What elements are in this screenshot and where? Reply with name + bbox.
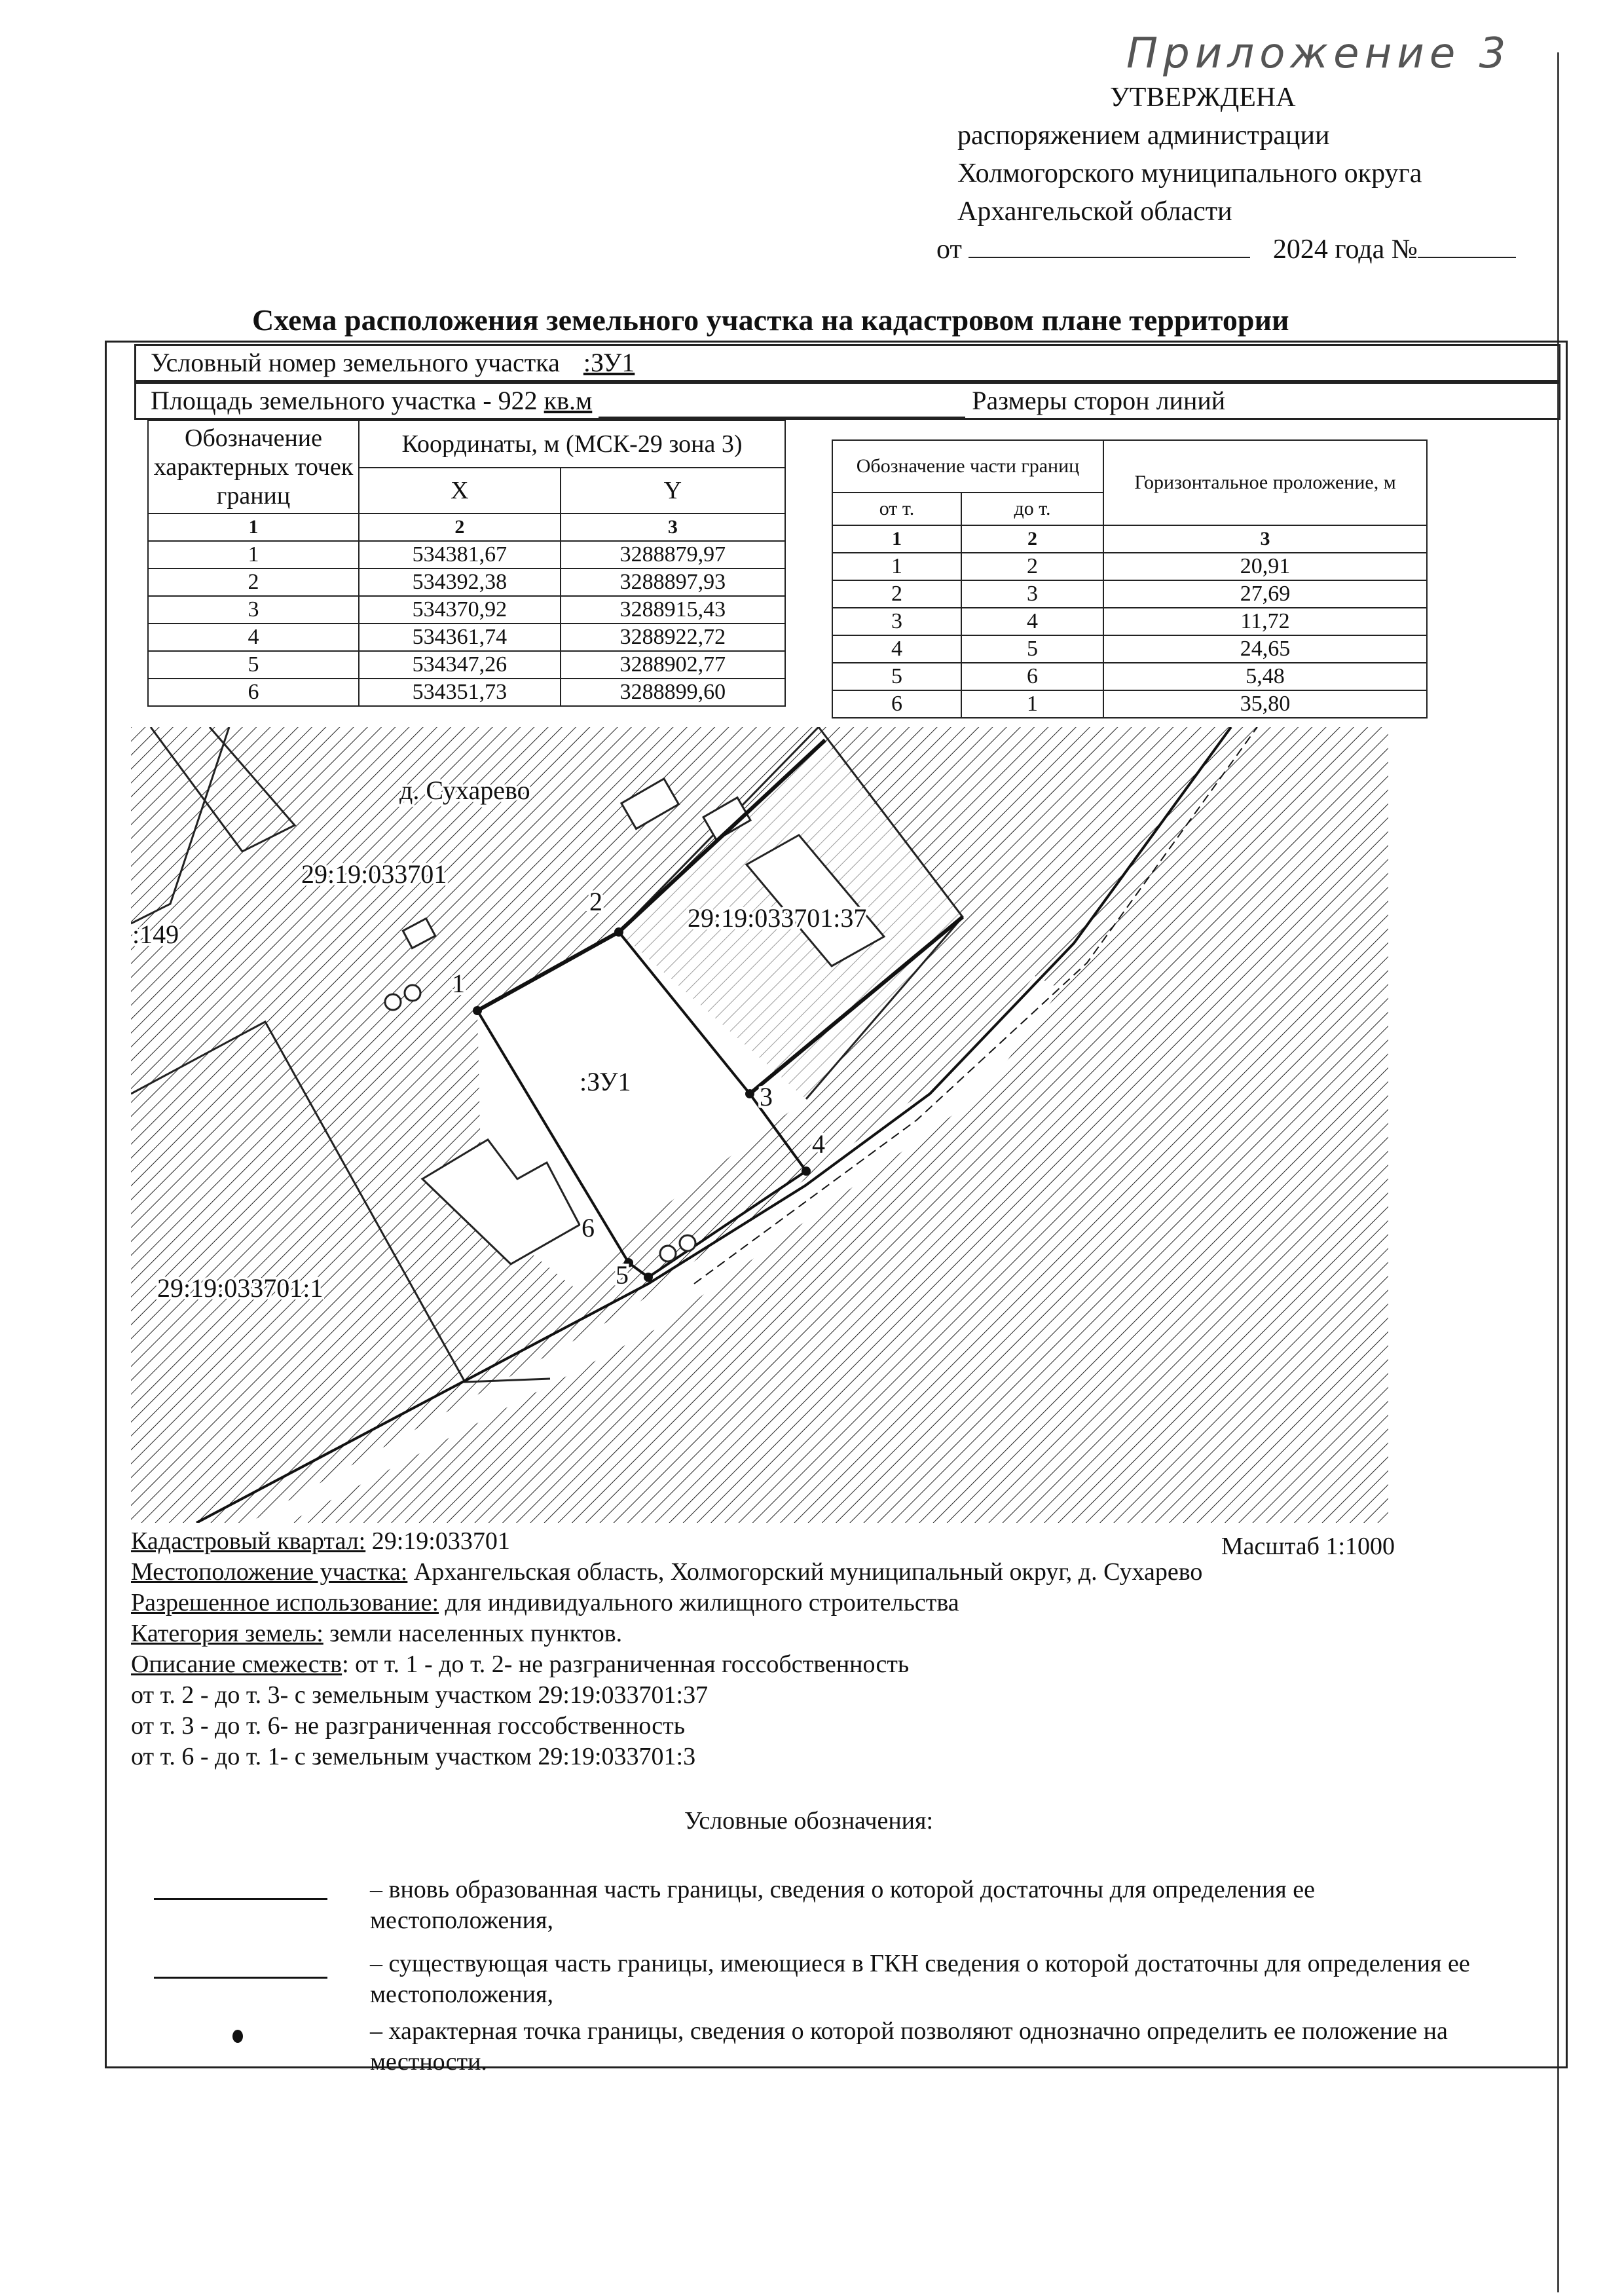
category-label: Категория земель: — [131, 1620, 323, 1647]
plot-area-underline — [599, 393, 965, 418]
y-cell: 3288902,77 — [561, 651, 785, 679]
legend-item-existing-boundary: – существующая часть границы, имеющиеся в ГКН сведения о которой достаточны для определения ее местоположения, — [370, 1950, 1470, 2008]
table-row — [832, 635, 1427, 663]
quarter-label: 29:19:033701 — [301, 859, 447, 889]
table-row — [832, 580, 1427, 608]
legend-existing-line-symbol — [154, 1977, 327, 1979]
info-block — [131, 1526, 1395, 1772]
x-header: X — [359, 468, 561, 513]
part-header: Обозначение части границ — [832, 440, 1103, 493]
approval-line-2: Холмогорского муниципального округа — [957, 159, 1422, 189]
table-row — [832, 553, 1427, 580]
date-year: 2024 года — [1272, 234, 1385, 265]
from-cell: 4 — [832, 635, 961, 663]
adjacency-row-4: от т. 6 - до т. 1- с земельным участком 29:19:033701:3 — [131, 1743, 696, 1770]
handwritten-note: Приложение 3 — [1126, 29, 1511, 78]
table-row — [148, 569, 785, 596]
from-cell: 2 — [832, 580, 961, 608]
approval-date-line — [917, 231, 1559, 269]
boundary-point — [644, 1273, 653, 1282]
to-cell: 5 — [961, 635, 1103, 663]
from-cell: 6 — [832, 690, 961, 718]
to-cell: 4 — [961, 608, 1103, 635]
legend-point-symbol — [232, 2030, 243, 2043]
number-blank — [1418, 231, 1516, 258]
plot-area-row — [134, 382, 1560, 420]
parcel-149-label: :149 — [132, 920, 179, 949]
col-number: 3 — [1103, 525, 1427, 553]
plot-number-row — [134, 344, 1560, 382]
marker-circle — [405, 985, 420, 1001]
plot-area-label: Площадь земельного участка - — [151, 386, 492, 415]
to-cell: 2 — [961, 553, 1103, 580]
date-prefix: от — [936, 234, 962, 265]
point-label-5: 5 — [616, 1260, 629, 1290]
x-cell: 534381,67 — [359, 541, 561, 569]
table-row — [832, 690, 1427, 718]
to-cell: 6 — [961, 663, 1103, 690]
plot-area-value: 922 — [498, 386, 538, 415]
location-value: Архангельская область, Холмогорский муниципальный округ, д. Сухарево — [413, 1558, 1203, 1586]
x-cell: 534361,74 — [359, 624, 561, 651]
plot-number-value: :ЗУ1 — [583, 348, 635, 377]
x-cell: 534392,38 — [359, 569, 561, 596]
boundary-point — [614, 927, 623, 937]
date-blank — [969, 231, 1250, 258]
quarter-value: 29:19:033701 — [371, 1527, 510, 1555]
length-cell: 27,69 — [1103, 580, 1427, 608]
approval-line-3: Архангельской области — [957, 196, 1232, 227]
length-cell: 20,91 — [1103, 553, 1427, 580]
length-cell: 35,80 — [1103, 690, 1427, 718]
usage-label: Разрешенное использование: — [131, 1589, 439, 1616]
boundary-point — [802, 1166, 811, 1176]
location-row — [131, 1557, 1395, 1588]
plot-sides-label: Размеры сторон линий — [972, 386, 1226, 415]
x-cell: 534347,26 — [359, 651, 561, 679]
to-header: до т. — [961, 493, 1103, 525]
y-header: Y — [561, 468, 785, 513]
marker-circle — [680, 1235, 695, 1251]
legend-item-point: – характерная точка границы, сведения о которой позволяют однозначно определить ее положение на местности. — [370, 2017, 1448, 2076]
location-label: Местоположение участка: — [131, 1558, 408, 1586]
quarter-row — [131, 1526, 1395, 1560]
y-cell: 3288915,43 — [561, 596, 785, 624]
parcel-1-label: 29:19:033701:1 — [157, 1273, 323, 1303]
approval-line-1: распоряжением администрации — [957, 121, 1330, 151]
y-cell: 3288922,72 — [561, 624, 785, 651]
x-cell: 534351,73 — [359, 679, 561, 706]
new-parcel-label: :ЗУ1 — [580, 1067, 631, 1096]
approval-status: УТВЕРЖДЕНА — [1110, 83, 1296, 113]
point-cell: 5 — [148, 651, 359, 679]
table-row — [148, 541, 785, 569]
usage-row — [131, 1588, 1395, 1618]
approval-block — [917, 79, 1559, 269]
table-row — [148, 651, 785, 679]
from-cell: 5 — [832, 663, 961, 690]
col-number: 1 — [832, 525, 961, 553]
point-cell: 3 — [148, 596, 359, 624]
length-header: Горизонтальное проложение, м — [1103, 440, 1427, 525]
legend-new-line-symbol — [154, 1898, 327, 1900]
point-label-3: 3 — [760, 1082, 773, 1111]
point-designation-header: Обозначение характерных точек границ — [148, 420, 359, 513]
parcel-37-label: 29:19:033701:37 — [688, 903, 867, 933]
category-row — [131, 1618, 1395, 1649]
scale-label: Масштаб 1:1000 — [1221, 1533, 1395, 1560]
adjacency-row-2: от т. 2 - до т. 3- с земельным участком 29:19:033701:37 — [131, 1681, 709, 1709]
table-row — [832, 608, 1427, 635]
plot-number-label: Условный номер земельного участка — [151, 348, 560, 377]
from-cell: 3 — [832, 608, 961, 635]
sides-table — [832, 439, 1428, 718]
marker-circle — [660, 1246, 676, 1261]
coordinates-table — [147, 420, 786, 707]
y-cell: 3288899,60 — [561, 679, 785, 706]
adjacency-text-1: : от т. 1 - до т. 2- не разграниченная госсобственность — [342, 1651, 910, 1678]
point-label-6: 6 — [581, 1213, 595, 1242]
table-row — [832, 663, 1427, 690]
y-cell: 3288879,97 — [561, 541, 785, 569]
usage-value: для индивидуального жилищного строительства — [445, 1589, 959, 1616]
x-cell: 534370,92 — [359, 596, 561, 624]
to-cell: 1 — [961, 690, 1103, 718]
boundary-point — [473, 1006, 482, 1015]
category-value: земли населенных пунктов. — [329, 1620, 623, 1647]
legend-item-new-boundary: – вновь образованная часть границы, сведения о которой достаточны для определения ее местоположения, — [370, 1876, 1315, 1934]
col-number: 1 — [148, 513, 359, 541]
table-row — [148, 596, 785, 624]
length-cell: 24,65 — [1103, 635, 1427, 663]
point-cell: 2 — [148, 569, 359, 596]
plot-area-unit: кв.м — [544, 386, 593, 415]
col-number: 2 — [961, 525, 1103, 553]
from-header: от т. — [832, 493, 961, 525]
adjacency-row-1 — [131, 1649, 1395, 1680]
y-cell: 3288897,93 — [561, 569, 785, 596]
col-number: 2 — [359, 513, 561, 541]
point-label-4: 4 — [812, 1129, 825, 1159]
boundary-point — [745, 1089, 754, 1098]
cadastral-map — [131, 727, 1388, 1523]
adjacency-label: Описание смежеств — [131, 1651, 342, 1678]
to-cell: 3 — [961, 580, 1103, 608]
settlement-label: д. Сухарево — [399, 775, 530, 805]
point-label-2: 2 — [589, 887, 602, 916]
length-cell: 5,48 — [1103, 663, 1427, 690]
point-cell: 6 — [148, 679, 359, 706]
from-cell: 1 — [832, 553, 961, 580]
length-cell: 11,72 — [1103, 608, 1427, 635]
point-cell: 1 — [148, 541, 359, 569]
adjacency-row-3: от т. 3 - до т. 6- не разграниченная госсобственность — [131, 1712, 686, 1740]
coordinates-header: Координаты, м (МСК-29 зона 3) — [359, 420, 785, 468]
number-sign: № — [1391, 234, 1418, 265]
document-title: Схема расположения земельного участка на кадастровом плане территории — [252, 303, 1289, 337]
col-number: 3 — [561, 513, 785, 541]
quarter-label: Кадастровый квартал: — [131, 1527, 366, 1555]
point-label-1: 1 — [452, 969, 465, 998]
table-row — [148, 679, 785, 706]
legend-title: Условные обозначения: — [684, 1807, 934, 1835]
marker-circle — [385, 994, 401, 1010]
table-row — [148, 624, 785, 651]
point-cell: 4 — [148, 624, 359, 651]
